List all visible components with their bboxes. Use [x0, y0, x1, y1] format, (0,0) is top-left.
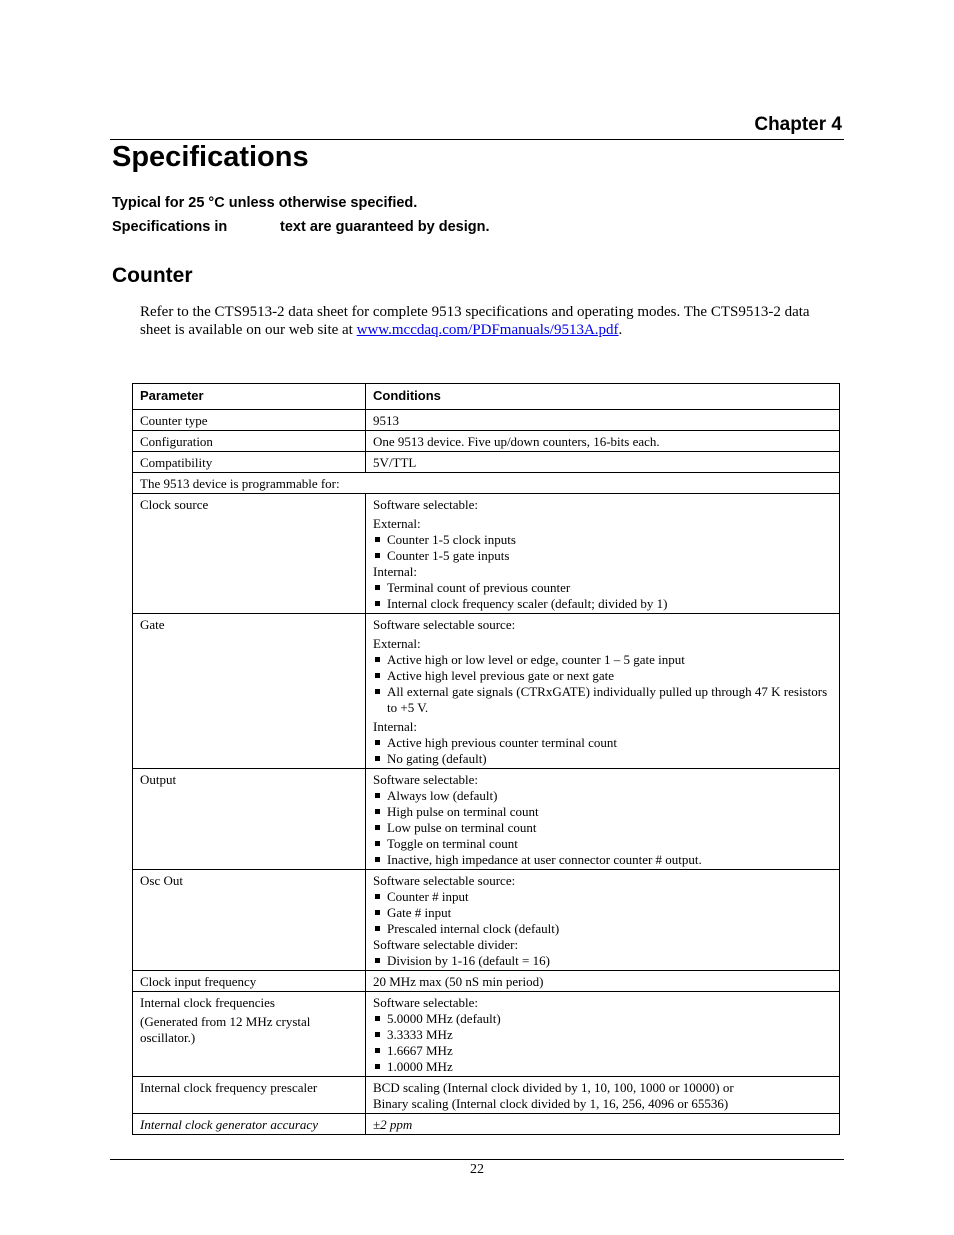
- bullet-item: [373, 820, 832, 836]
- bullet-square-icon: [375, 740, 380, 745]
- condition-text: 5V/TTL: [373, 455, 417, 470]
- bullet-text: Inactive, high impedance at user connector counter # output.: [387, 852, 702, 867]
- bullet-square-icon: [375, 537, 380, 542]
- header-conditions: Conditions: [366, 384, 840, 410]
- bullet-item: [373, 751, 832, 767]
- bullet-text: 1.0000 MHz: [387, 1059, 453, 1074]
- datasheet-link[interactable]: www.mccdaq.com/PDFmanuals/9513A.pdf: [356, 322, 619, 338]
- section-heading-counter: Counter: [112, 264, 193, 287]
- footer-rule: [110, 1159, 844, 1160]
- conditions-cell: [366, 769, 840, 870]
- condition-text: External:: [373, 636, 421, 651]
- condition-text: 20 MHz max (50 nS min period): [373, 974, 544, 989]
- bullet-square-icon: [375, 809, 380, 814]
- bullet-item: [373, 852, 832, 868]
- parameter-name: Compatibility: [140, 455, 213, 470]
- condition-text: Software selectable:: [373, 995, 479, 1010]
- table-header-row: [133, 384, 840, 410]
- parameter-cell: [133, 494, 366, 614]
- conditions-cell: [366, 992, 840, 1077]
- table-row: [133, 1114, 840, 1135]
- guaranteed-note-part-b: text are guaranteed by design.: [280, 219, 490, 235]
- bullet-item: [373, 548, 832, 564]
- bullet-square-icon: [375, 894, 380, 899]
- bullet-text: High pulse on terminal count: [387, 804, 539, 819]
- spec-table: [132, 383, 840, 1135]
- table-row: [133, 452, 840, 473]
- bullet-item: [373, 532, 832, 548]
- bullet-item: [373, 953, 832, 969]
- parameter-name: Counter type: [140, 413, 208, 428]
- bullet-text: 5.0000 MHz (default): [387, 1011, 501, 1026]
- intro-text: Refer to the CTS9513-2 data sheet for complete 9513 specifications and operating modes. The CTS9513-2 data sheet is available on our web site at: [140, 304, 810, 338]
- parameter-name: Output: [140, 772, 177, 787]
- bullet-text: All external gate signals (CTRxGATE) individually pulled up through 47 K resistors to +5 V.: [387, 684, 828, 715]
- parameter-cell: [133, 971, 366, 992]
- condition-text: 9513: [373, 413, 399, 428]
- parameter-name: Configuration: [140, 434, 213, 449]
- condition-text: Software selectable:: [373, 497, 479, 512]
- conditions-cell: [366, 494, 840, 614]
- bullet-text: No gating (default): [387, 751, 487, 766]
- bullet-text: 3.3333 MHz: [387, 1027, 453, 1042]
- bullet-item: [373, 905, 832, 921]
- bullet-text: Division by 1-16 (default = 16): [387, 953, 550, 968]
- parameter-cell: [133, 452, 366, 473]
- bullet-square-icon: [375, 1016, 380, 1021]
- condition-text: Software selectable divider:: [373, 937, 519, 952]
- header-parameter: Parameter: [133, 384, 366, 410]
- condition-text: BCD scaling (Internal clock divided by 1, 10, 100, 1000 or 10000) or: [373, 1080, 734, 1095]
- parameter-name: Gate: [140, 617, 165, 632]
- bullet-item: [373, 668, 832, 684]
- bullet-text: Active high level previous gate or next gate: [387, 668, 615, 683]
- condition-text: Software selectable source:: [373, 617, 516, 632]
- bullet-item: [373, 1027, 832, 1043]
- bullet-item: [373, 684, 832, 716]
- bullet-square-icon: [375, 756, 380, 761]
- bullet-square-icon: [375, 553, 380, 558]
- bullet-text: Terminal count of previous counter: [387, 580, 571, 595]
- conditions-cell: [366, 1077, 840, 1114]
- bullet-square-icon: [375, 793, 380, 798]
- bullet-text: Counter 1-5 gate inputs: [387, 548, 510, 563]
- conditions-cell: [366, 452, 840, 473]
- parameter-name: Internal clock frequencies: [140, 995, 275, 1010]
- bullet-text: Toggle on terminal count: [387, 836, 518, 851]
- conditions-cell: [366, 971, 840, 992]
- intro-paragraph: [140, 303, 844, 339]
- bullet-item: [373, 580, 832, 596]
- bullet-item: [373, 1059, 832, 1075]
- parameter-name: Clock source: [140, 497, 209, 512]
- bullet-square-icon: [375, 926, 380, 931]
- bullet-square-icon: [375, 657, 380, 662]
- bullet-text: Low pulse on terminal count: [387, 820, 537, 835]
- parameter-name: Internal clock generator accuracy: [140, 1117, 318, 1132]
- condition-text: One 9513 device. Five up/down counters, 16-bits each.: [373, 434, 660, 449]
- parameter-cell: [133, 410, 366, 431]
- table-row: [133, 494, 840, 614]
- bullet-item: [373, 804, 832, 820]
- condition-text: Binary scaling (Internal clock divided by 1, 16, 256, 4096 or 65536): [373, 1096, 729, 1111]
- guaranteed-note: [112, 219, 490, 235]
- bullet-text: Internal clock frequency scaler (default; divided by 1): [387, 596, 668, 611]
- page-number: 22: [470, 1162, 484, 1177]
- parameter-cell: [133, 1077, 366, 1114]
- table-row: [133, 410, 840, 431]
- bullet-square-icon: [375, 910, 380, 915]
- bullet-text: Active high or low level or edge, counter 1 – 5 gate input: [387, 652, 685, 667]
- conditions-cell: [366, 614, 840, 769]
- bullet-square-icon: [375, 825, 380, 830]
- table-row: [133, 971, 840, 992]
- bullet-square-icon: [375, 958, 380, 963]
- parameter-cell: [133, 614, 366, 769]
- table-row: [133, 1077, 840, 1114]
- parameter-name: Clock input frequency: [140, 974, 257, 989]
- guaranteed-note-part-a: Specifications in: [112, 219, 228, 235]
- parameter-cell: [133, 992, 366, 1077]
- bullet-item: [373, 1043, 832, 1059]
- bullet-item: [373, 889, 832, 905]
- span-cell: The 9513 device is programmable for:: [133, 473, 840, 494]
- bullet-text: Counter # input: [387, 889, 469, 904]
- parameter-cell: [133, 769, 366, 870]
- parameter-cell: [133, 431, 366, 452]
- bullet-item: [373, 735, 832, 751]
- condition-text: Software selectable:: [373, 772, 479, 787]
- bullet-text: 1.6667 MHz: [387, 1043, 453, 1058]
- bullet-text: Always low (default): [387, 788, 498, 803]
- bullet-square-icon: [375, 601, 380, 606]
- table-row: [133, 614, 840, 769]
- table-row: [133, 769, 840, 870]
- table-row: [133, 870, 840, 971]
- bullet-item: [373, 652, 832, 668]
- condition-text: External:: [373, 516, 421, 531]
- bullet-square-icon: [375, 857, 380, 862]
- bullet-square-icon: [375, 1032, 380, 1037]
- table-row: [133, 992, 840, 1077]
- bullet-text: Prescaled internal clock (default): [387, 921, 560, 936]
- parameter-name: Osc Out: [140, 873, 183, 888]
- intro-end: .: [618, 322, 623, 338]
- condition-text: Internal:: [373, 564, 418, 579]
- bullet-square-icon: [375, 585, 380, 590]
- parameter-cell: [133, 870, 366, 971]
- parameter-cell: [133, 1114, 366, 1135]
- parameter-note: (Generated from 12 MHz crystal oscillator.): [140, 1014, 311, 1045]
- bullet-item: [373, 596, 832, 612]
- bullet-square-icon: [375, 673, 380, 678]
- condition-text: Software selectable source:: [373, 873, 516, 888]
- parameter-name: Internal clock frequency prescaler: [140, 1080, 318, 1095]
- condition-text: Internal:: [373, 719, 418, 734]
- conditions-cell: [366, 1114, 840, 1135]
- chapter-label: Chapter 4: [754, 114, 842, 135]
- conditions-cell: [366, 410, 840, 431]
- conditions-cell: [366, 870, 840, 971]
- bullet-text: Gate # input: [387, 905, 452, 920]
- conditions-cell: [366, 431, 840, 452]
- table-row: [133, 431, 840, 452]
- bullet-square-icon: [375, 1048, 380, 1053]
- bullet-item: [373, 836, 832, 852]
- page-title: Specifications: [112, 141, 309, 173]
- bullet-text: Counter 1-5 clock inputs: [387, 532, 516, 547]
- table-row: [133, 473, 840, 494]
- bullet-text: Active high previous counter terminal count: [387, 735, 617, 750]
- bullet-square-icon: [375, 841, 380, 846]
- bullet-item: [373, 921, 832, 937]
- bullet-square-icon: [375, 1064, 380, 1069]
- bullet-item: [373, 1011, 832, 1027]
- bullet-item: [373, 788, 832, 804]
- bullet-square-icon: [375, 689, 380, 694]
- header-rule: [110, 139, 844, 140]
- condition-text: ±2 ppm: [373, 1117, 413, 1132]
- typical-note: Typical for 25 °C unless otherwise specified.: [112, 195, 418, 211]
- spec-table-body: [133, 384, 840, 1135]
